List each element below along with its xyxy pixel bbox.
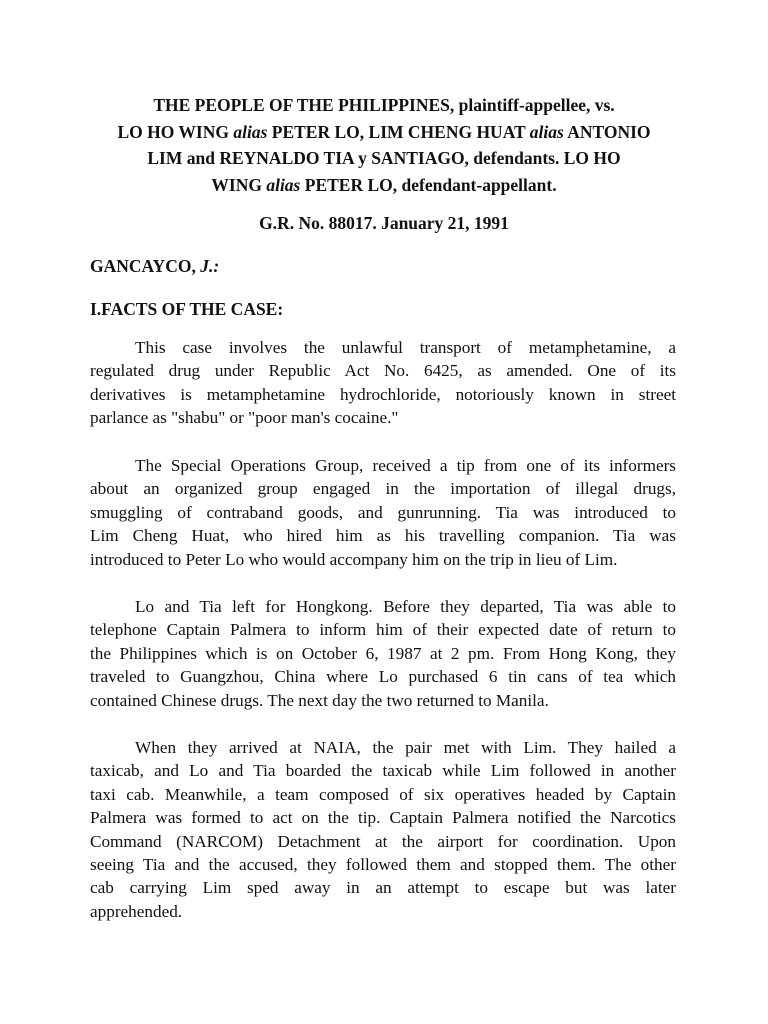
paragraph-line: seeing Tia and the accused, they followed them and stopped them. The other — [90, 854, 676, 874]
paragraph-line: apprehended. — [90, 901, 183, 921]
alias-italic: alias — [529, 121, 564, 142]
case-title-line-2 — [90, 119, 678, 146]
title-text: LO HO WING — [117, 121, 234, 142]
paragraph-line: regulated drug under Republic Act No. 6425, as amended. One of its — [90, 361, 676, 381]
paragraph-line: The Special Operations Group, received a tip from one of its informers — [135, 456, 676, 475]
paragraph-line: taxi cab. Meanwhile, a team composed of six operatives headed by Captain — [90, 784, 676, 804]
section-heading: I.FACTS OF THE CASE: — [90, 299, 284, 319]
case-number: G.R. No. 88017. January 21, 1991 — [259, 213, 509, 233]
alias-italic: alias — [233, 121, 268, 142]
ponente-name: GANCAYCO, — [90, 256, 201, 276]
paragraph-2 — [90, 454, 676, 571]
paragraph-line: taxicab, and Lo and Tia boarded the taxicab while Lim followed in another — [90, 761, 676, 781]
paragraph-line: cab carrying Lim sped away in an attempt to escape but was later — [90, 878, 676, 898]
case-title — [90, 92, 678, 198]
paragraph-line: the Philippines which is on October 6, 1987 at 2 pm. From Hong Kong, they — [90, 643, 676, 663]
paragraph-4 — [90, 736, 676, 923]
case-title-line-3: LIM and REYNALDO TIA y SANTIAGO, defendants. LO HO — [147, 148, 621, 168]
paragraph-line: introduced to Peter Lo who would accompany him on the trip in lieu of Lim. — [90, 549, 618, 569]
paragraph-line: When they arrived at NAIA, the pair met with Lim. They hailed a — [135, 738, 676, 757]
ponente — [90, 253, 219, 279]
title-text: PETER LO, defendant-appellant. — [300, 174, 557, 195]
paragraph-3 — [90, 595, 676, 712]
paragraph-1 — [90, 336, 676, 430]
paragraph-line: telephone Captain Palmera to inform him of their expected date of return to — [90, 620, 676, 640]
case-title-line-4 — [90, 172, 678, 199]
paragraph-line: Command (NARCOM) Detachment at the airport for coordination. Upon — [90, 831, 676, 851]
paragraph-line: derivatives is metamphetamine hydrochloride, notoriously known in street — [90, 384, 676, 404]
title-text: PETER LO, LIM CHENG HUAT — [267, 121, 530, 142]
paragraph-line: Palmera was formed to act on the tip. Captain Palmera notified the Narcotics — [90, 808, 676, 828]
title-text: WING — [211, 174, 267, 195]
paragraph-line: This case involves the unlawful transport of metamphetamine, a — [135, 338, 676, 357]
paragraph-line: traveled to Guangzhou, China where Lo purchased 6 tin cans of tea which — [90, 667, 676, 687]
case-title-line-1: THE PEOPLE OF THE PHILIPPINES, plaintiff-appellee, vs. — [153, 95, 615, 115]
paragraph-line: Lim Cheng Huat, who hired him as his travelling companion. Tia was — [90, 526, 676, 546]
paragraph-line: smuggling of contraband goods, and gunrunning. Tia was introduced to — [90, 502, 676, 522]
paragraph-line: parlance as "shabu" or "poor man's cocaine." — [90, 408, 399, 428]
paragraph-line: Lo and Tia left for Hongkong. Before they departed, Tia was able to — [135, 597, 676, 616]
paragraph-line: contained Chinese drugs. The next day the two returned to Manila. — [90, 690, 549, 710]
ponente-suffix: J.: — [200, 256, 220, 276]
paragraph-line: about an organized group engaged in the importation of illegal drugs, — [90, 479, 676, 499]
title-text: ANTONIO — [563, 121, 651, 142]
alias-italic: alias — [266, 174, 301, 195]
